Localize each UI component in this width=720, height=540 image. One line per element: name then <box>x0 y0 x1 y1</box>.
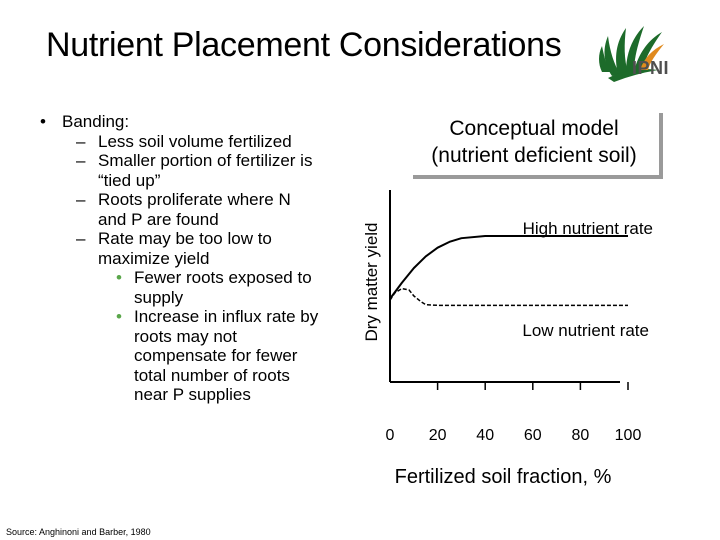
green-bullet-icon: • <box>116 268 122 287</box>
x-tick-label: 20 <box>428 427 447 444</box>
sub-bullet: – Less soil volume fertilized <box>76 131 292 151</box>
x-tick-label: 80 <box>571 427 590 444</box>
dash-icon: – <box>76 190 86 209</box>
series-label-high: High nutrient rate <box>522 219 653 238</box>
series-line-low <box>390 289 628 306</box>
sub-bullet: – Rate may be too low to maximize yield <box>76 229 272 268</box>
series-line-high <box>390 236 628 299</box>
bullet-dot-icon: • <box>40 112 46 131</box>
slide-title: Nutrient Placement Considerations <box>46 26 562 64</box>
y-axis-label: Dry matter yield <box>362 222 381 342</box>
sub-sub-bullet: • Increase in influx rate by roots may not compensate for fewer total number of roots near P supplies <box>116 307 319 404</box>
source-citation: Source: Anghinoni and Barber, 1980 <box>6 527 151 537</box>
series-label-low: Low nutrient rate <box>522 321 649 340</box>
x-tick-label: 100 <box>614 427 642 444</box>
dash-icon: – <box>76 229 86 248</box>
box-line-1: Conceptual model <box>449 117 619 140</box>
ipni-logo-text: IPNI <box>632 58 670 78</box>
x-tick-label: 0 <box>385 427 395 444</box>
conceptual-model-box <box>409 109 659 175</box>
x-tick-label: 40 <box>476 427 495 444</box>
x-tick-label: 60 <box>523 427 542 444</box>
sub-sub-bullet: • Fewer roots exposed to supply <box>116 268 312 307</box>
sub-bullet: – Smaller portion of fertilizer is “tied up” <box>76 151 313 190</box>
sub-bullet: – Roots proliferate where N and P are found <box>76 190 291 229</box>
green-bullet-icon: • <box>116 307 122 326</box>
bullet-banding: • Banding: <box>40 112 130 131</box>
dash-icon: – <box>76 131 86 151</box>
box-line-2: (nutrient deficient soil) <box>431 144 637 167</box>
bullet-list <box>40 112 320 405</box>
yield-chart <box>330 190 720 500</box>
x-axis-label: Fertilized soil fraction, % <box>394 466 612 488</box>
dash-icon: – <box>76 151 86 170</box>
